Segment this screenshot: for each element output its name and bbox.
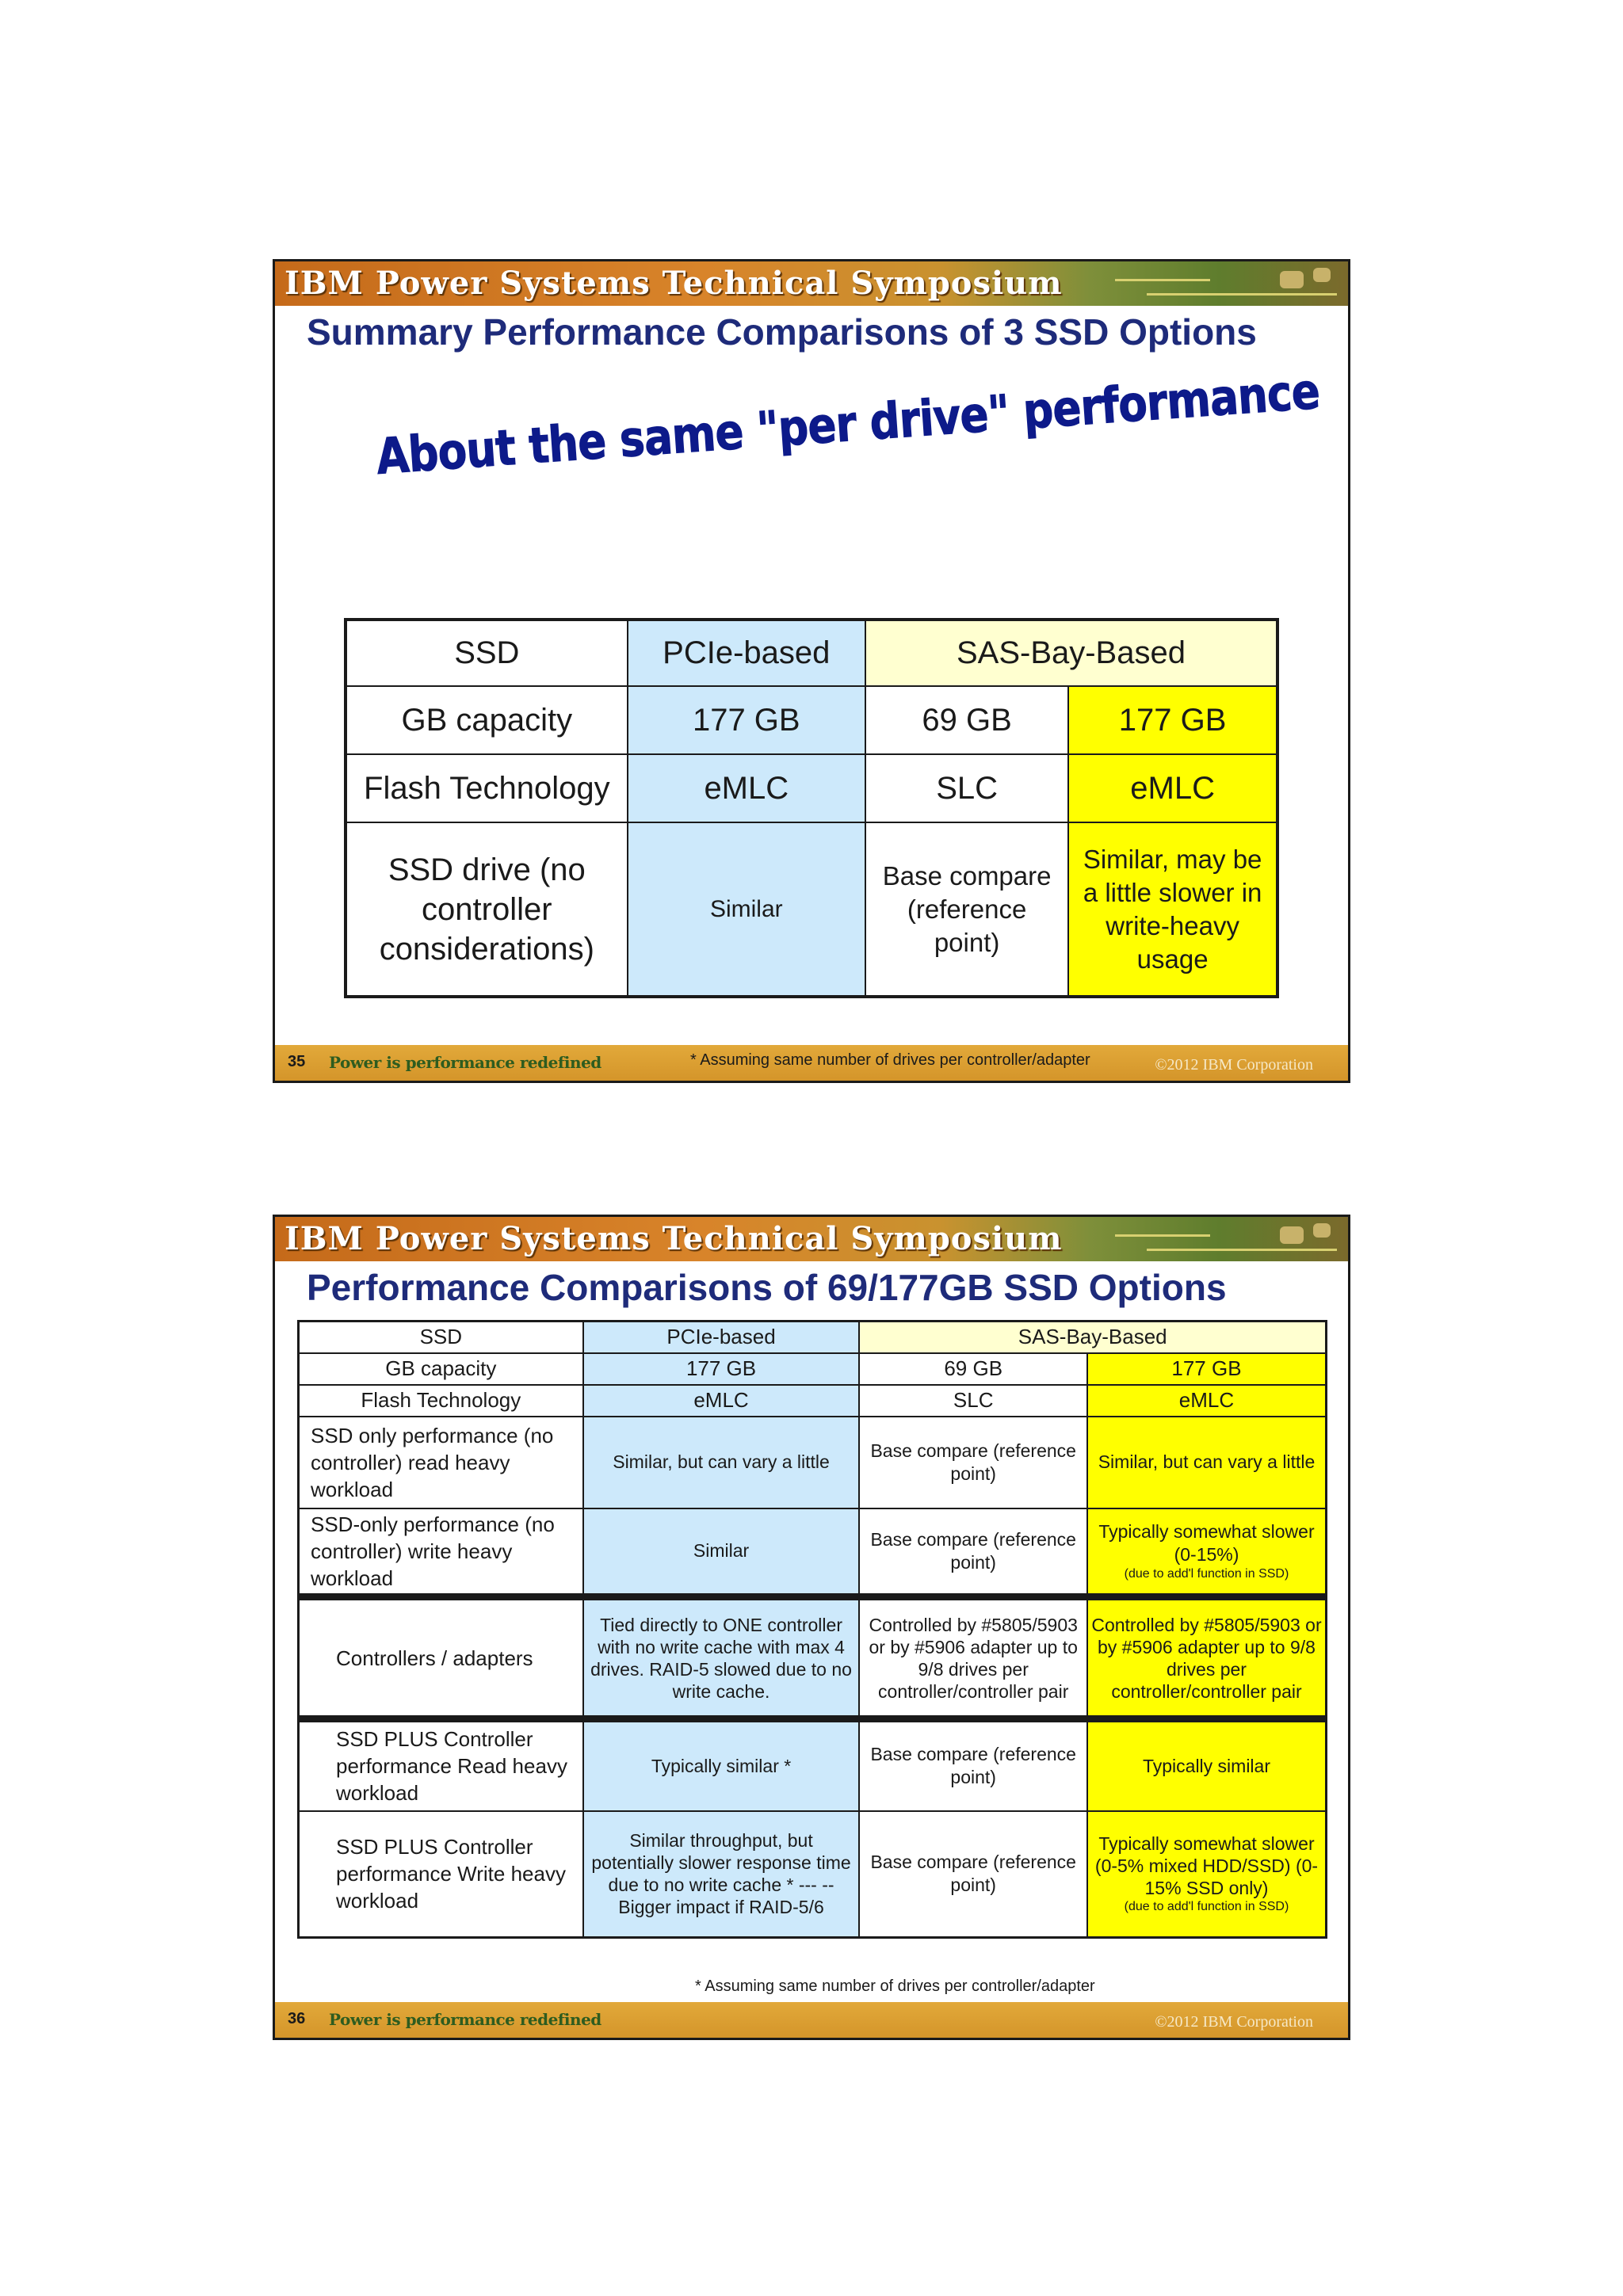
table-cell: Similar, may be a little slower in write-heavy usage xyxy=(1068,822,1277,997)
table-cell: eMLC xyxy=(583,1385,860,1417)
table-cell: eMLC xyxy=(1087,1385,1327,1417)
footer-tagline: Power is performance redefined xyxy=(329,2010,601,2029)
slide-number: 36 xyxy=(288,2010,306,2027)
symposium-banner xyxy=(275,261,1348,306)
symposium-banner xyxy=(275,1217,1348,1261)
table-cell: SSD xyxy=(299,1322,583,1353)
table-cell: Similar xyxy=(628,822,865,997)
copyright: ©2012 IBM Corporation xyxy=(1155,2013,1313,2031)
table-cell: 69 GB xyxy=(865,686,1068,754)
table-cell: Base compare (reference point) xyxy=(859,1417,1087,1508)
table-cell: Similar, but can vary a little xyxy=(1087,1417,1327,1508)
footnote: * Assuming same number of drives per controller/adapter xyxy=(695,1978,1095,1995)
table-cell: Base compare (reference point) xyxy=(859,1811,1087,1938)
table-cell: 177 GB xyxy=(1087,1353,1327,1385)
table-cell: Base compare (reference point) xyxy=(859,1719,1087,1811)
table-cell: SAS-Bay-Based xyxy=(865,620,1277,686)
footnote: * Assuming same number of drives per controller/adapter xyxy=(690,1051,1090,1069)
ssd-detail-table xyxy=(297,1320,1327,1939)
table-cell: PCIe-based xyxy=(583,1322,860,1353)
ssd-summary-table xyxy=(344,618,1279,998)
table-cell: SSD-only performance (no controller) write heavy workload xyxy=(299,1508,583,1597)
footer-tagline: Power is performance redefined xyxy=(329,1053,601,1072)
table-cell: Typically similar * xyxy=(583,1719,860,1811)
cell-footnote: (due to add'l function in SSD) xyxy=(1124,1566,1289,1581)
banner-title: IBM Power Systems Technical Symposium xyxy=(285,1220,1063,1257)
table-cell xyxy=(1087,1811,1327,1938)
table-row xyxy=(346,822,1277,997)
table-row xyxy=(299,1417,1327,1508)
headline: About the same "per drive" performance xyxy=(374,361,1322,486)
slide-footer xyxy=(275,2002,1348,2038)
table-cell: SSD only performance (no controller) read heavy workload xyxy=(299,1417,583,1508)
slide-36 xyxy=(273,1215,1350,2040)
table-cell: SSD PLUS Controller performance Write heavy workload xyxy=(299,1811,583,1938)
slide-number: 35 xyxy=(288,1053,306,1070)
cell-main-text: Typically somewhat slower (0-15%) xyxy=(1098,1520,1315,1565)
table-cell: Base compare (reference point) xyxy=(865,822,1068,997)
table-row xyxy=(299,1719,1327,1811)
table-cell xyxy=(1087,1508,1327,1597)
table-row xyxy=(299,1597,1327,1719)
table-row xyxy=(299,1353,1327,1385)
table-cell: Similar, but can vary a little xyxy=(583,1417,860,1508)
table-cell: SSD xyxy=(346,620,628,686)
table-cell: SLC xyxy=(865,754,1068,822)
slide-title: Summary Performance Comparisons of 3 SSD Options xyxy=(307,311,1257,353)
table-cell: Flash Technology xyxy=(346,754,628,822)
cell-main-text: Typically somewhat slower (0-5% mixed HDD/SSD) (0-15% SSD only) xyxy=(1094,1833,1319,1899)
table-cell: 177 GB xyxy=(583,1353,860,1385)
table-row xyxy=(346,686,1277,754)
table-row xyxy=(346,754,1277,822)
table-cell: Similar throughput, but potentially slower response time due to no write cache * --- -- Bigger impact if RAID-5/6 xyxy=(583,1811,860,1938)
table-cell: 177 GB xyxy=(1068,686,1277,754)
table-cell: SSD PLUS Controller performance Read heavy workload xyxy=(299,1719,583,1811)
table-cell: 177 GB xyxy=(628,686,865,754)
table-cell: Typically similar xyxy=(1087,1719,1327,1811)
table-row xyxy=(299,1811,1327,1938)
table-cell: Tied directly to ONE controller with no write cache with max 4 drives. RAID-5 slowed due to no write cache. xyxy=(583,1597,860,1719)
table-row xyxy=(299,1322,1327,1353)
table-cell: Controlled by #5805/5903 or by #5906 adapter up to 9/8 drives per controller/controller pair xyxy=(1087,1597,1327,1719)
table-row xyxy=(299,1385,1327,1417)
table-cell: eMLC xyxy=(628,754,865,822)
banner-title: IBM Power Systems Technical Symposium xyxy=(285,265,1063,302)
table-cell: Similar xyxy=(583,1508,860,1597)
table-cell: 69 GB xyxy=(859,1353,1087,1385)
slide-footer xyxy=(275,1045,1348,1081)
table-cell: SAS-Bay-Based xyxy=(859,1322,1326,1353)
table-cell: Base compare (reference point) xyxy=(859,1508,1087,1597)
table-row xyxy=(346,620,1277,686)
table-cell: GB capacity xyxy=(299,1353,583,1385)
table-cell: GB capacity xyxy=(346,686,628,754)
copyright: ©2012 IBM Corporation xyxy=(1155,1056,1313,1074)
table-cell: Controlled by #5805/5903 or by #5906 adapter up to 9/8 drives per controller/controller pair xyxy=(859,1597,1087,1719)
slide-35 xyxy=(273,259,1350,1083)
table-cell: SSD drive (no controller considerations) xyxy=(346,822,628,997)
table-cell: SLC xyxy=(859,1385,1087,1417)
table-cell: Controllers / adapters xyxy=(299,1597,583,1719)
slide-title: Performance Comparisons of 69/177GB SSD Options xyxy=(307,1267,1227,1308)
table-row xyxy=(299,1508,1327,1597)
table-cell: eMLC xyxy=(1068,754,1277,822)
table-cell: Flash Technology xyxy=(299,1385,583,1417)
cell-footnote: (due to add'l function in SSD) xyxy=(1124,1900,1289,1914)
table-cell: PCIe-based xyxy=(628,620,865,686)
